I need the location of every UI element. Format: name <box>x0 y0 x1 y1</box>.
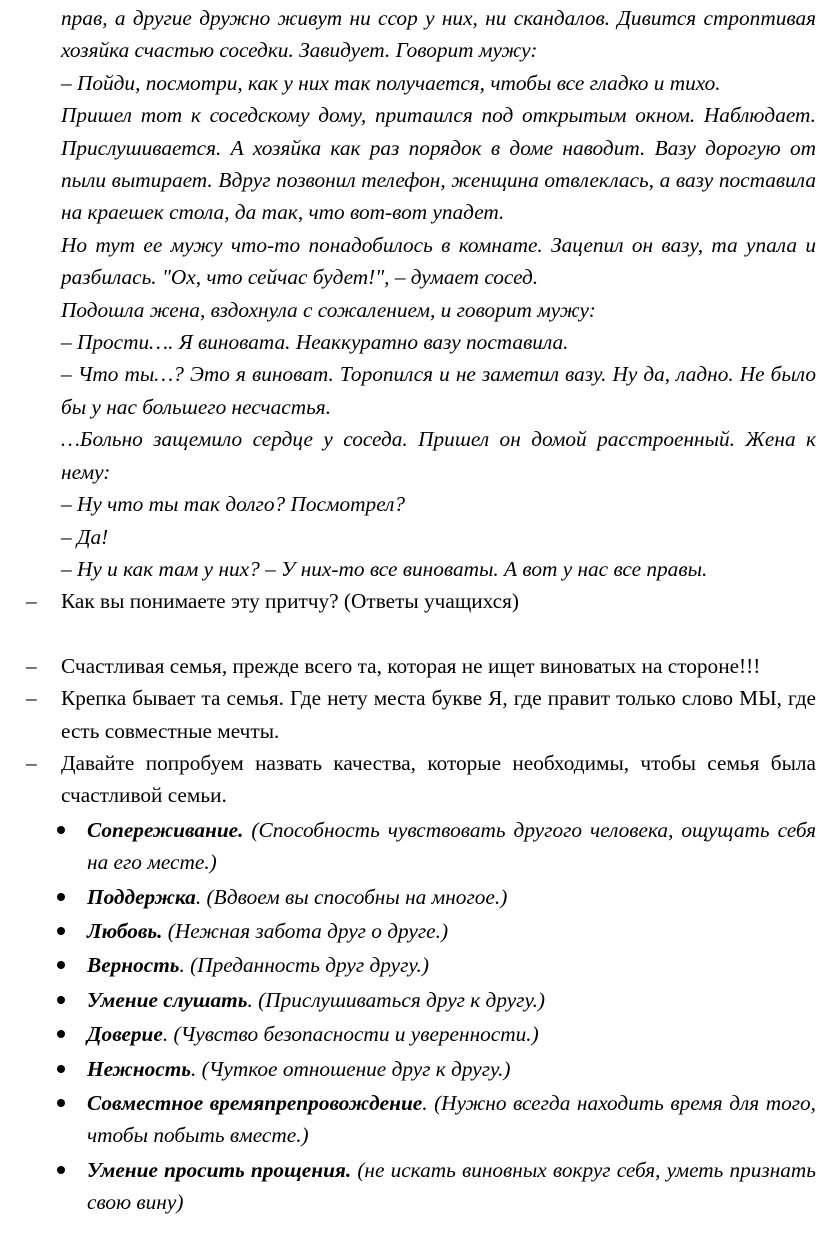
discussion-list <box>0 585 816 811</box>
quality-item <box>61 1053 816 1085</box>
quality-desc: (Способность чувствовать другого человека, ощущать себя на его месте.) <box>87 817 816 875</box>
quality-term: Поддержка <box>87 884 196 909</box>
quality-item <box>61 1018 816 1050</box>
quality-item <box>61 915 816 947</box>
dash-marker: – <box>26 686 37 711</box>
dash-marker: – <box>26 750 37 775</box>
quality-term: Верность <box>87 953 180 978</box>
quality-desc: . (Преданность друг другу.) <box>179 953 429 978</box>
quality-term: Совместное времяпрепровождение <box>87 1091 423 1115</box>
bullet-dot-icon <box>57 961 65 969</box>
bullet-dot-icon <box>57 1166 65 1174</box>
story-paragraph: – Ну что ты так долго? Посмотрел? <box>61 492 406 517</box>
statement-item <box>0 682 816 747</box>
story-paragraph: прав, а другие дружно живут ни ссор у них, ни скандалов. Дивится строптивая хозяйка счастью соседки. Завидует. Говорит мужу: <box>61 6 816 63</box>
quality-term: Нежность <box>87 1056 191 1081</box>
qualities-list <box>61 814 816 1219</box>
statement-text: Крепка бывает та семья. Где нету места букве Я, где правит только слово МЫ, где есть совместные мечты. <box>61 686 816 743</box>
blank-line <box>0 618 816 650</box>
statement-text: Давайте попробуем назвать качества, которые необходимы, чтобы семья была счастливой семьи. <box>61 750 816 808</box>
story-paragraph: – Да! <box>61 524 109 549</box>
quality-desc: . (Прислушиваться друг к другу.) <box>247 987 545 1012</box>
quality-desc: . (Чувство безопасности и уверенности.) <box>162 1022 539 1047</box>
quality-desc: . (Нужно всегда находить время для того, чтобы побыть вместе.) <box>87 1091 816 1148</box>
bullet-dot-icon <box>57 1099 65 1107</box>
statement-text: Счастливая семья, прежде всего та, которая не ищет виноватых на стороне!!! <box>61 653 761 678</box>
document-page <box>26 2 816 1221</box>
quality-term: Доверие <box>87 1022 163 1047</box>
question-item <box>0 585 816 617</box>
bullet-dot-icon <box>57 996 65 1004</box>
story-paragraph: – Пойди, посмотри, как у них так получается, чтобы все гладко и тихо. <box>61 70 721 95</box>
quality-item <box>61 949 816 981</box>
bullet-dot-icon <box>57 826 65 834</box>
quality-item <box>61 984 816 1016</box>
quality-term: Любовь. <box>87 918 163 943</box>
story-paragraph: – Ну и как там у них? – У них-то все виноваты. А вот у нас все правы. <box>61 556 708 581</box>
dash-marker: – <box>26 589 37 614</box>
quality-term: Сопереживание. <box>87 817 244 842</box>
dash-marker: – <box>26 653 37 678</box>
story-paragraph: – Прости…. Я виновата. Неаккуратно вазу поставила. <box>61 330 569 355</box>
statement-item <box>0 650 816 682</box>
statement-item <box>0 747 816 812</box>
quality-term: Умение слушать <box>87 987 248 1012</box>
story-paragraph: – Что ты…? Это я виноват. Торопился и не заметил вазу. Ну да, ладно. Не было бы у нас большего несчастья. <box>61 362 816 419</box>
quality-desc: . (Чуткое отношение друг к другу.) <box>191 1056 511 1081</box>
parable-text <box>61 2 816 585</box>
story-paragraph: Подошла жена, вздохнула с сожалением, и говорит мужу: <box>61 297 596 322</box>
quality-desc: . (Вдвоем вы способны на многое.) <box>195 884 508 909</box>
question-text: Как вы понимаете эту притчу? (Ответы учащихся) <box>61 589 520 614</box>
bullet-dot-icon <box>57 927 65 935</box>
quality-item <box>61 1087 816 1152</box>
bullet-dot-icon <box>57 893 65 901</box>
story-paragraph: Но тут ее мужу что-то понадобилось в комнате. Зацепил он вазу, та упала и разбилась. "Ох, что сейчас будет!", – думает сосед. <box>61 232 816 290</box>
story-paragraph: …Больно защемило сердце у соседа. Пришел он домой расстроенный. Жена к нему: <box>61 427 816 484</box>
quality-desc: (Нежная забота друг о друге.) <box>162 918 449 943</box>
quality-term: Умение просить прощения. <box>87 1157 352 1182</box>
quality-item <box>61 1154 816 1219</box>
bullet-dot-icon <box>57 1065 65 1073</box>
quality-desc: (не искать виновных вокруг себя, уметь признать свою вину) <box>87 1157 816 1215</box>
quality-item <box>61 881 816 913</box>
story-paragraph: Пришел тот к соседскому дому, притаился под открытым окном. Наблюдает. Прислушивается. А хозяйка как раз порядок в доме наводит. Вазу дорогую от пыли вытирает. Вдруг позвонил телефон, женщина отвлеклась, а вазу поставила на краешек стола, да так, что вот-вот упадет. <box>61 103 816 225</box>
bullet-dot-icon <box>57 1030 65 1038</box>
quality-item <box>61 814 816 879</box>
